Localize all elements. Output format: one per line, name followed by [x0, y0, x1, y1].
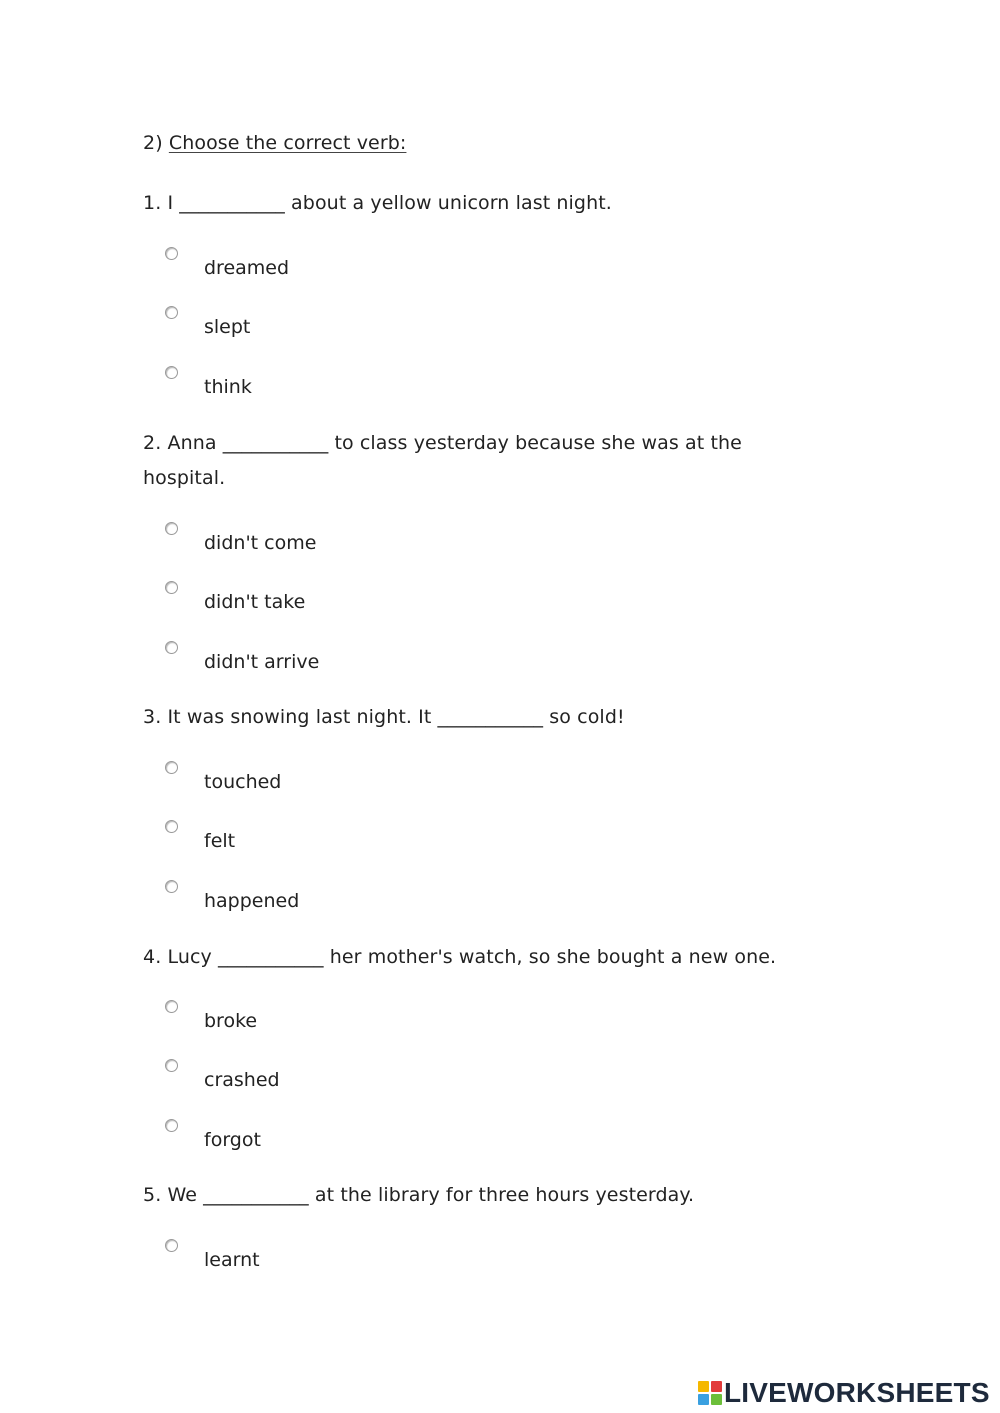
option-label[interactable]: slept	[204, 316, 251, 338]
question-2-text: 2. Anna ___________ to class yesterday because she was at the	[143, 432, 742, 454]
question-4-option-1[interactable]	[163, 1004, 257, 1038]
radio-button[interactable]	[165, 247, 178, 260]
question-5-option-1[interactable]	[163, 1243, 260, 1277]
question-2-text-continued: hospital.	[143, 467, 226, 489]
logo-text: LIVEWORKSHEETS	[724, 1377, 990, 1408]
radio-button[interactable]	[165, 880, 178, 893]
logo-mark-square	[698, 1381, 709, 1392]
option-label[interactable]: happened	[204, 890, 300, 912]
section-title: Choose the correct verb:	[168, 132, 407, 154]
question-1-text: 1. I ___________ about a yellow unicorn last night.	[143, 192, 612, 214]
radio-button[interactable]	[165, 306, 178, 319]
option-label[interactable]: learnt	[204, 1249, 260, 1271]
option-label[interactable]: crashed	[204, 1069, 280, 1091]
question-2-option-3[interactable]	[163, 645, 319, 679]
question-2-option-2[interactable]	[163, 585, 305, 619]
option-label[interactable]: didn't take	[204, 591, 306, 613]
option-label[interactable]: forgot	[204, 1129, 261, 1151]
logo-mark-square	[711, 1394, 722, 1405]
liveworksheets-logo	[698, 1377, 990, 1409]
question-5-text: 5. We ___________ at the library for three hours yesterday.	[143, 1184, 695, 1206]
radio-button[interactable]	[165, 1059, 178, 1072]
option-label[interactable]: think	[204, 376, 252, 398]
option-label[interactable]: didn't come	[204, 532, 317, 554]
question-3-option-1[interactable]	[163, 765, 281, 799]
question-4-text: 4. Lucy ___________ her mother's watch, so she bought a new one.	[143, 946, 777, 968]
question-4-option-2[interactable]	[163, 1063, 280, 1097]
option-label[interactable]: dreamed	[204, 257, 290, 279]
logo-mark-icon	[698, 1381, 722, 1405]
logo-mark-square	[711, 1381, 722, 1392]
radio-button[interactable]	[165, 522, 178, 535]
radio-button[interactable]	[165, 366, 178, 379]
radio-button[interactable]	[165, 1239, 178, 1252]
radio-button[interactable]	[165, 581, 178, 594]
radio-button[interactable]	[165, 1119, 178, 1132]
question-1-option-2[interactable]	[163, 310, 250, 344]
question-1-option-1[interactable]	[163, 251, 289, 285]
question-3-option-3[interactable]	[163, 884, 299, 918]
radio-button[interactable]	[165, 641, 178, 654]
section-number: 2)	[143, 132, 163, 154]
radio-button[interactable]	[165, 761, 178, 774]
option-label[interactable]: broke	[204, 1010, 258, 1032]
logo-mark-square	[698, 1394, 709, 1405]
option-label[interactable]: touched	[204, 771, 282, 793]
question-2-option-1[interactable]	[163, 526, 316, 560]
option-label[interactable]: didn't arrive	[204, 651, 320, 673]
question-4-option-3[interactable]	[163, 1123, 261, 1157]
question-1-option-3[interactable]	[163, 370, 252, 404]
section-heading	[143, 126, 406, 161]
radio-button[interactable]	[165, 820, 178, 833]
question-3-option-2[interactable]	[163, 824, 235, 858]
question-3-text: 3. It was snowing last night. It ___________ so cold!	[143, 706, 625, 728]
option-label[interactable]: felt	[204, 830, 236, 852]
radio-button[interactable]	[165, 1000, 178, 1013]
